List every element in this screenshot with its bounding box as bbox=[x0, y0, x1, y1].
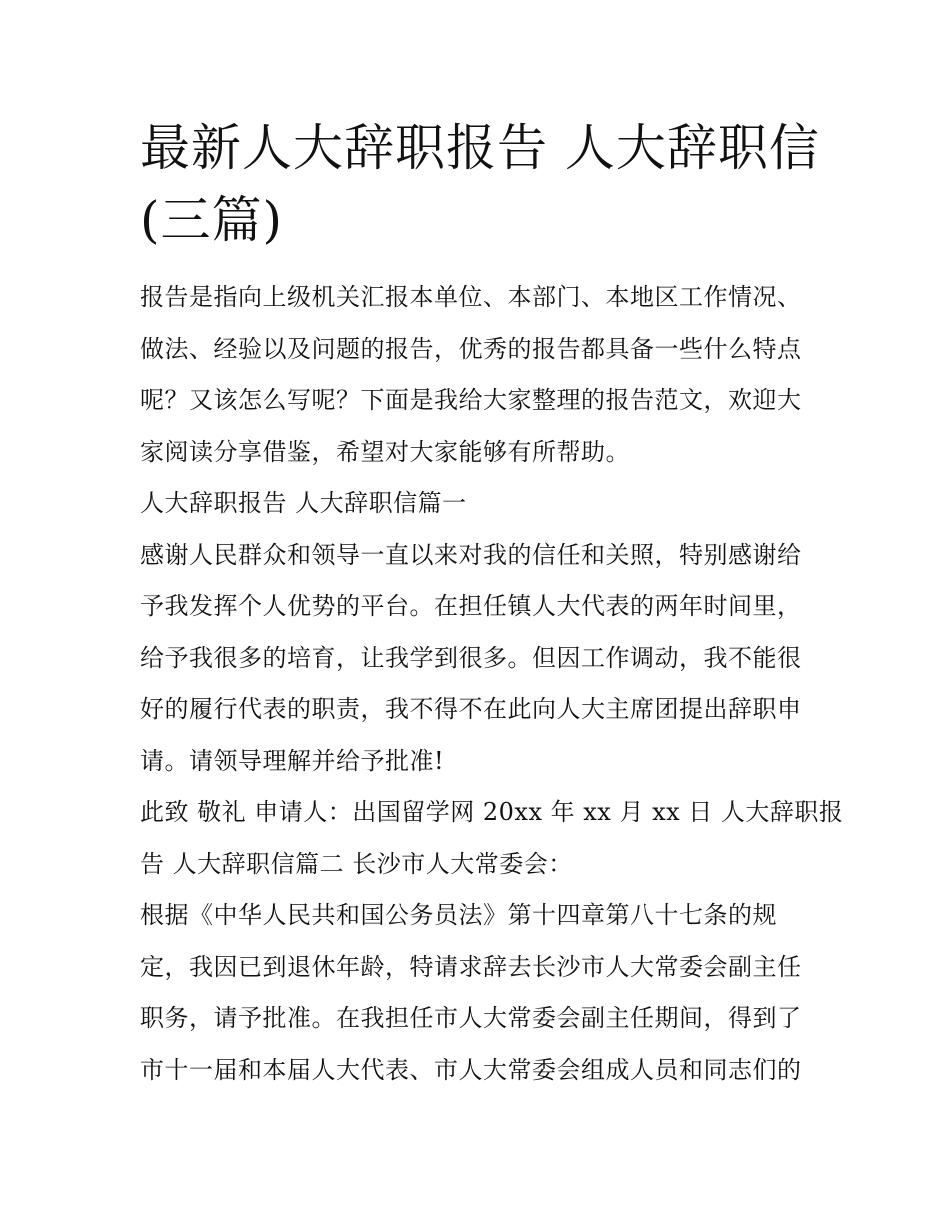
text-line: 职务，请予批准。在我担任市人大常委会副主任期间，得到了 bbox=[140, 1004, 802, 1032]
document-content bbox=[140, 112, 844, 1096]
title-line: 最新人大辞职报告 人大辞职信 bbox=[140, 119, 820, 177]
text-line: 做法、经验以及问题的报告，优秀的报告都具备一些什么特点 bbox=[140, 334, 802, 363]
section-heading bbox=[140, 478, 820, 530]
closing-paragraph bbox=[140, 787, 844, 890]
text-line: 家阅读分享借鉴，希望对大家能够有所帮助。 bbox=[140, 437, 630, 466]
letter-one-paragraph bbox=[140, 530, 820, 788]
text-line: 呢？又该怎么写呢？下面是我给大家整理的报告范文，欢迎大 bbox=[140, 386, 802, 414]
title-line: (三篇) bbox=[140, 191, 284, 249]
letter-two-paragraph bbox=[140, 890, 820, 1096]
text-line: 定，我因已到退休年龄，特请求辞去长沙市人大常委会副主任 bbox=[140, 952, 802, 981]
intro-paragraph bbox=[140, 272, 820, 478]
text-line: 人大辞职报告 人大辞职信篇一 bbox=[140, 489, 467, 517]
text-line: 根据《中华人民共和国公务员法》第十四章第八十七条的规 bbox=[140, 901, 777, 929]
text-line: 感谢人民群众和领导一直以来对我的信任和关照，特别感谢给 bbox=[140, 540, 802, 569]
document-title bbox=[140, 112, 820, 256]
text-line: 告 人大辞职信篇二 长沙市人大常委会： bbox=[140, 849, 573, 878]
document-body bbox=[140, 272, 844, 1096]
text-line: 给予我很多的培育，让我学到很多。但因工作调动，我不能很 bbox=[140, 643, 802, 672]
text-line: 请。请领导理解并给予批准! bbox=[140, 746, 445, 775]
text-line: 此致 敬礼 申请人：出国留学网 20xx 年 xx 月 xx 日 人大辞职报 bbox=[140, 798, 844, 826]
text-line: 报告是指向上级机关汇报本单位、本部门、本地区工作情况、 bbox=[140, 283, 802, 311]
text-line: 予我发挥个人优势的平台。在担任镇人大代表的两年时间里， bbox=[140, 592, 802, 620]
text-line: 市十一届和本届人大代表、市人大常委会组成人员和同志们的 bbox=[140, 1055, 802, 1084]
text-line: 好的履行代表的职责，我不得不在此向人大主席团提出辞职申 bbox=[140, 695, 802, 723]
